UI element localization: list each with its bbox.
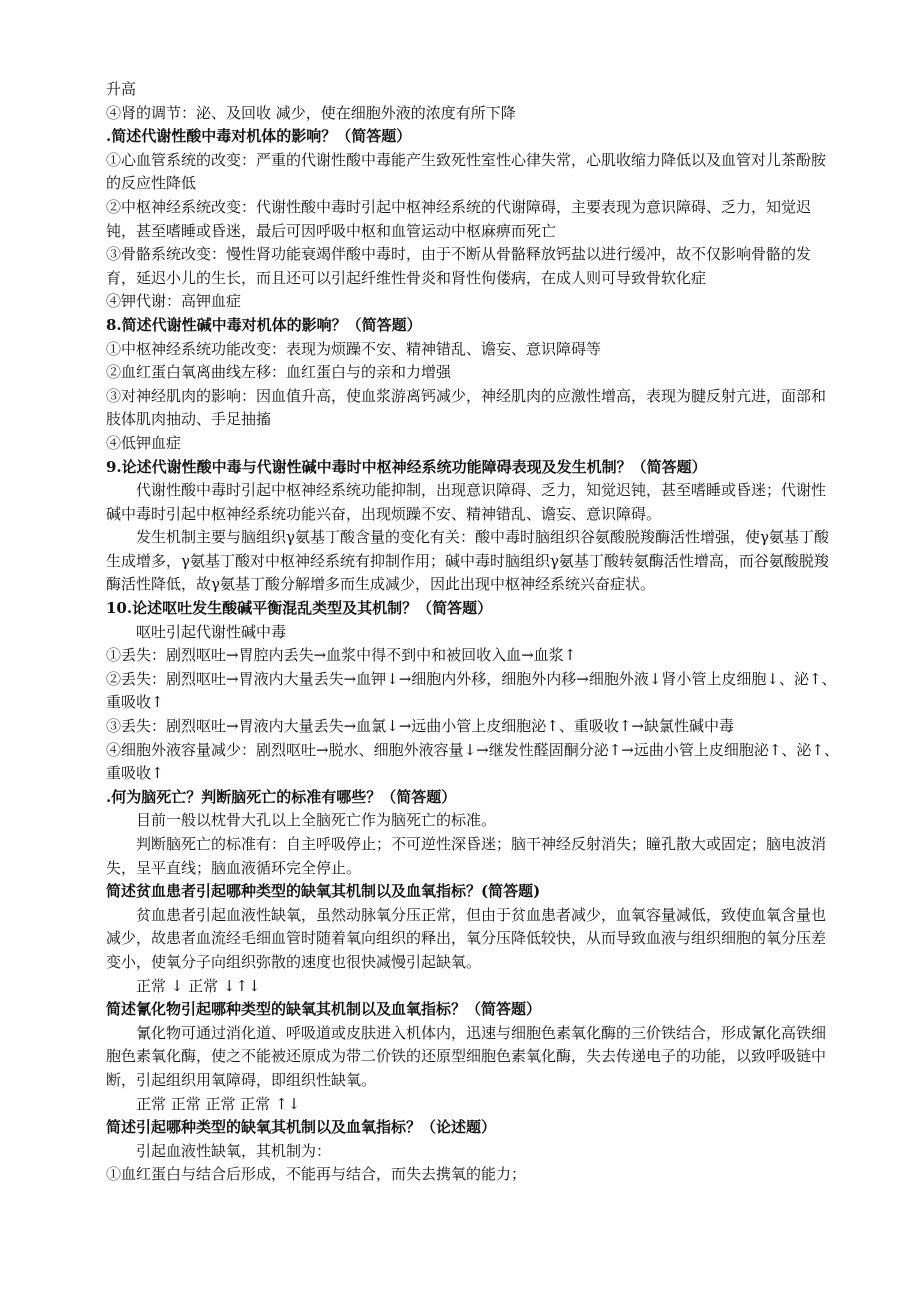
paragraph: ④低钾血症 <box>106 433 182 452</box>
paragraph: ②血红蛋白氧离曲线左移：血红蛋白与的亲和力增强 <box>106 363 452 382</box>
paragraph: 正常 正常 正常 正常 ↑↓ <box>136 1094 301 1113</box>
paragraph: ②丢失：剧烈呕吐→胃液内大量丢失→血钾↓→细胞内外移，细胞外内移→细胞外液↓肾小管上皮细胞↓、泌↑、重吸收↑ <box>106 669 837 712</box>
paragraph: 正常 ↓ 正常 ↓↑↓ <box>136 976 261 995</box>
paragraph: ①心血管系统的改变：严重的代谢性酸中毒能产生致死性室性心律失常，心肌收缩力降低以及血管对儿茶酚胺的反应性降低 <box>106 150 827 193</box>
paragraph: 贫血患者引起血液性缺氧，虽然动脉氧分压正常，但由于贫血患者减少，血氧容量减低，致使血氧含量也减少，故患者血流经毛细血管时随着氧向组织的释出，氧分压降低较快，从而导致血液与组织细胞的氧分压差变小，使氧分子向组织弥散的速度也很快减慢引起缺氧。 <box>106 905 827 971</box>
paragraph: 氰化物可通过消化道、呼吸道或皮肤进入机体内，迅速与细胞色素氧化酶的三价铁结合，形成氰化高铁细胞色素氧化酶，使之不能被还原成为带二价铁的还原型细胞色素氧化酶，失去传递电子的功能，以致呼吸链中断，引起组织用氧障碍，即组织性缺氧。 <box>106 1023 827 1089</box>
document-body <box>106 78 840 1187</box>
paragraph: ①血红蛋白与结合后形成，不能再与结合，而失去携氧的能力； <box>106 1165 527 1184</box>
paragraph: 呕吐引起代谢性碱中毒 <box>136 622 287 641</box>
paragraph: ①中枢神经系统功能改变：表现为烦躁不安、精神错乱、谵妄、意识障碍等 <box>106 339 602 358</box>
paragraph: ②中枢神经系统改变：代谢性酸中毒时引起中枢神经系统的代谢障碍，主要表现为意识障碍、乏力，知觉迟钝，甚至嗜睡或昏迷，最后可因呼吸中枢和血管运动中枢麻痹而死亡 <box>106 197 812 240</box>
section-heading: 9.论述代谢性酸中毒与代谢性碱中毒时中枢神经系统功能障碍表现及发生机制？（简答题） <box>106 457 707 476</box>
section-heading: 8.简述代谢性碱中毒对机体的影响？（简答题） <box>106 315 422 334</box>
paragraph: ①丢失：剧烈呕吐→胃腔内丢失→血浆中得不到中和被回收入血→血浆↑ <box>106 646 577 665</box>
section-heading: 10.论述呕吐发生酸碱平衡混乱类型及其机制？（简答题） <box>106 599 493 618</box>
section-heading: 简述氰化物引起哪种类型的缺氧其机制以及血氧指标？（简答题） <box>106 1000 542 1019</box>
section-heading: .简述代谢性酸中毒对机体的影响？（简答题） <box>106 127 412 146</box>
paragraph: ③对神经肌肉的影响：因血值升高，使血浆游离钙减少，神经肌肉的应激性增高，表现为腱反射亢进，面部和肢体肌肉抽动、手足抽搐 <box>106 386 827 429</box>
paragraph: ④肾的调节：泌、及回收 减少，使在细胞外液的浓度有所下降 <box>106 103 516 122</box>
paragraph: 目前一般以枕骨大孔以上全脑死亡作为脑死亡的标准。 <box>136 811 497 830</box>
paragraph: ③丢失：剧烈呕吐→胃液内大量丢失→血氯↓→远曲小管上皮细胞泌↑、重吸收↑→缺氯性碱中毒 <box>106 717 734 736</box>
paragraph: 引起血液性缺氧，其机制为： <box>136 1141 332 1160</box>
paragraph: 升高 <box>106 80 137 98</box>
paragraph: 发生机制主要与脑组织γ氨基丁酸含量的变化有关：酸中毒时脑组织谷氨酸脱羧酶活性增强，使γ氨基丁酸生成增多，γ氨基丁酸对中枢神经系统有抑制作用；碱中毒时脑组织γ氨基丁酸转氨酶活性增高，而谷氨酸脱羧酶活性降低，故γ氨基丁酸分解增多而生成减少，因此出现中枢神经系统兴奋症状。 <box>106 528 829 594</box>
section-heading: .何为脑死亡？判断脑死亡的标准有哪些？（简答题） <box>106 787 457 806</box>
paragraph: 代谢性酸中毒时引起中枢神经系统功能抑制，出现意识障碍、乏力，知觉迟钝，甚至嗜睡或昏迷；代谢性碱中毒时引起中枢神经系统功能兴奋，出现烦躁不安、精神错乱、谵妄、意识障碍。 <box>106 481 827 523</box>
section-heading: 简述引起哪种类型的缺氧其机制以及血氧指标？（论述题） <box>106 1118 497 1137</box>
paragraph: ④钾代谢：高钾血症 <box>106 292 242 311</box>
paragraph: ④细胞外液容量减少：剧烈呕吐→脱水、细胞外液容量↓→继发性醛固酮分泌↑→远曲小管上皮细胞泌↑、泌↑、重吸收↑ <box>106 740 839 783</box>
paragraph: 判断脑死亡的标准有：自主呼吸停止；不可逆性深昏迷；脑干神经反射消失；瞳孔散大或固定；脑电波消失，呈平直线；脑血液循环完全停止。 <box>106 835 827 877</box>
paragraph: ③骨骼系统改变：慢性肾功能衰竭伴酸中毒时，由于不断从骨骼释放钙盐以进行缓冲，故不仅影响骨骼的发育，延迟小儿的生长，而且还可以引起纤维性骨炎和肾性佝偻病，在成人则可导致骨软化症 <box>106 245 812 287</box>
section-heading: 简述贫血患者引起哪种类型的缺氧其机制以及血氧指标？(简答题) <box>106 882 541 901</box>
